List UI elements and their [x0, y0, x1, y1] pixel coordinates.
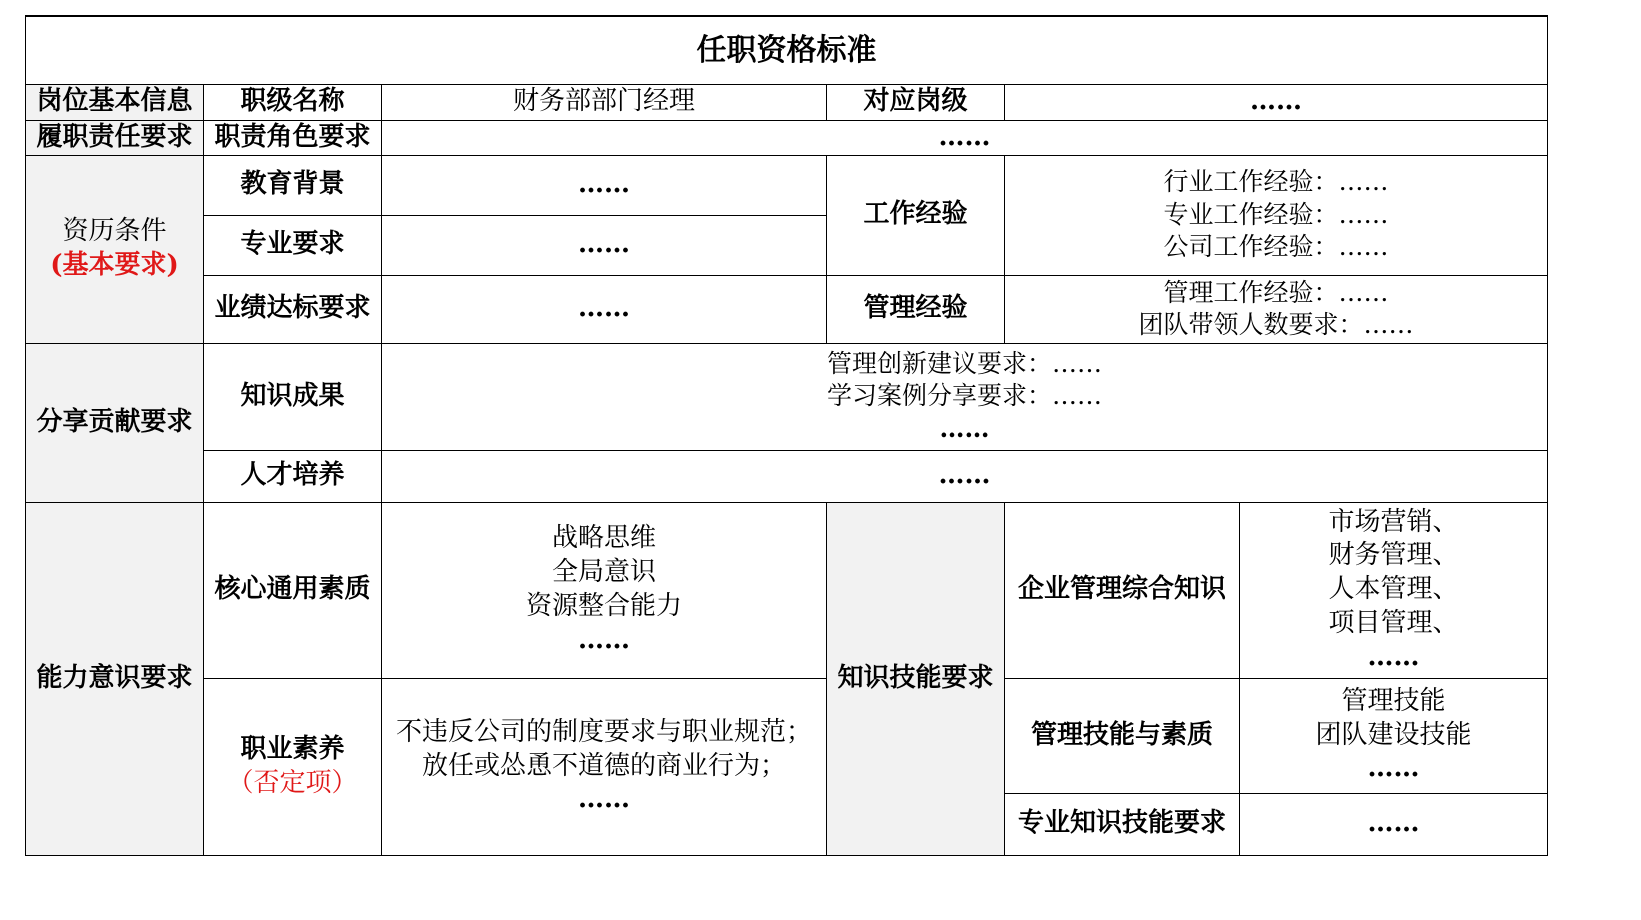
management-experience-value [1005, 275, 1548, 343]
management-skill-label: 管理技能与素质 [1005, 678, 1240, 793]
strategic-thinking: 战略思维 [551, 523, 656, 554]
work-experience-label: 工作经验 [827, 155, 1005, 275]
grade-name-label: 职级名称 [204, 84, 382, 120]
section-basic-info: 岗位基本信息 [26, 84, 204, 120]
professional-quality-value [382, 678, 827, 855]
performance-label: 业绩达标要求 [204, 275, 382, 343]
grade-name-value: 财务部部门经理 [382, 84, 827, 120]
talent-cultivation-value: …… [382, 450, 1548, 502]
management-skill-value [1240, 678, 1548, 793]
management-experience-label: 管理经验 [827, 275, 1005, 343]
section-qualification [26, 155, 204, 343]
team-size-requirement: 团队带领人数要求：…… [1138, 310, 1414, 339]
education-label: 教育背景 [204, 155, 382, 215]
financial-management: 财务管理、 [1328, 540, 1459, 571]
enterprise-knowledge-value [1240, 502, 1548, 678]
human-management: 人本管理、 [1328, 574, 1459, 605]
education-value: …… [382, 155, 827, 215]
industry-experience: 行业工作经验：…… [1163, 167, 1389, 197]
section-ability: 能力意识要求 [26, 502, 204, 855]
management-skill-more: …… [1367, 753, 1420, 784]
professional-quality-label [204, 678, 382, 855]
duty-role-value: …… [382, 120, 1548, 155]
knowledge-output-value [382, 343, 1548, 450]
project-management: 项目管理、 [1328, 607, 1459, 638]
corresponding-grade-label: 对应岗级 [827, 84, 1005, 120]
section-sharing: 分享贡献要求 [26, 343, 204, 502]
professional-quality-title: 职业素养 [240, 733, 345, 764]
professional-experience: 专业工作经验：…… [1163, 199, 1389, 229]
work-experience-value [1005, 155, 1548, 275]
overall-awareness: 全局意识 [551, 557, 656, 588]
professional-skill-label: 专业知识技能要求 [1005, 793, 1240, 855]
major-value: …… [382, 215, 827, 275]
knowledge-skill-label: 知识技能要求 [827, 502, 1005, 855]
enterprise-knowledge-label: 企业管理综合知识 [1005, 502, 1240, 678]
qualification-title: 资历条件 [62, 216, 167, 247]
talent-cultivation-label: 人才培养 [204, 450, 382, 502]
core-quality-label: 核心通用素质 [204, 502, 382, 678]
major-label: 专业要求 [204, 215, 382, 275]
professional-more: …… [578, 784, 630, 815]
no-violation: 不违反公司的制度要求与职业规范； [395, 716, 812, 747]
qualification-standard-table [25, 15, 1548, 856]
team-building-skill: 团队建设技能 [1315, 719, 1472, 750]
resource-integration: 资源整合能力 [525, 591, 682, 621]
qualification-note: (基本要求) [50, 250, 179, 280]
duty-role-label: 职责角色要求 [204, 120, 382, 155]
knowledge-more: …… [939, 413, 990, 443]
section-duty: 履职责任要求 [26, 120, 204, 155]
management-skill: 管理技能 [1341, 685, 1446, 716]
performance-value: …… [382, 275, 827, 343]
case-sharing: 学习案例分享要求：…… [826, 381, 1102, 411]
management-work-experience: 管理工作经验：…… [1163, 277, 1389, 307]
professional-skill-value: …… [1240, 793, 1548, 855]
corresponding-grade-value: …… [1005, 84, 1548, 120]
company-experience: 公司工作经验：…… [1163, 232, 1389, 262]
professional-quality-note: （否定项） [227, 767, 358, 798]
core-more: …… [578, 624, 630, 655]
marketing: 市场营销、 [1328, 506, 1459, 537]
table-title: 任职资格标准 [26, 16, 1548, 84]
innovation-suggestion: 管理创新建议要求：…… [826, 348, 1102, 378]
core-quality-value [382, 502, 827, 678]
knowledge-output-label: 知识成果 [204, 343, 382, 450]
no-unethical-behavior: 放任或怂恿不道德的商业行为； [421, 750, 786, 781]
enterprise-more: …… [1367, 641, 1420, 672]
